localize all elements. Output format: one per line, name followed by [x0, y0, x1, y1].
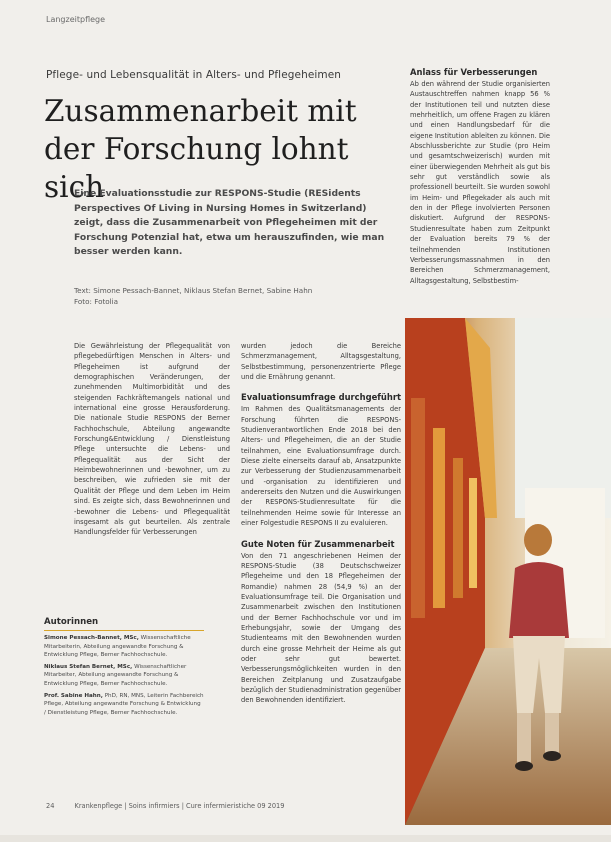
journal-name: Krankenpflege | Soins infirmiers | Cure infermieristiche 09 2019 [74, 802, 285, 810]
body-paragraph: Im Rahmen des Qualitätsmanagements der Forschung führten die RESPONS-Studienverantwortlichen Ende 2018 bei den Alters- und Pflegeheimen, die an der Studie teilnahmen, eine Evaluationsumfrage durch. Diese zielte einerseits darauf ab, Ansatzpunkte zur Verbesserung der Studienzusammenarbeit und -organisation zu identifizieren und andererseits den Nutzen und die Auswirkungen der RESPONS-Studienresultate für die teilnehmenden Heime sowie für Interesse an einer Folgestudie RESPONS II zu evaluieren. [241, 405, 401, 528]
article-lead: Eine Evaluationsstudie zur RESPONS-Studie (RESidents Perspectives Of Living in Nursing Homes in Switzerland) zeigt, dass die Zusammenarbeit von Pflegeheimen mit der Forschung Potenzial hat, etwa um herauszufinden, wie man besser werden kann. [74, 188, 385, 258]
photo-credit: Foto: Fotolia [74, 297, 119, 306]
body-paragraph: Die Gewährleistung der Pflegequalität von pflegebedürftigen Menschen in Alters- und Pflegeheimen ist aufgrund der demographischen Veränderungen, der zunehmenden Multimorbidität und des steigenden Fachkräftemangels national und international eine grosse Herausforderung. Die nationale Studie RESPONS der Berner Fachhochschule, Abteilung angewandte Forschung&Entwicklung / Dienstleistung Pflege untersuchte die Lebens- und Pflegequalität aus der Sicht der Heimbewohnerinnen und -bewohner, um zu beschreiben, wie zufrieden sie mit der Qualität der Pflege und dem Leben im Heim sind. Es zeigte sich, dass Bewohnerinnen und -bewohner die Lebens- und Pflegequalität insgesamt als gut beurteilen. Als zentrale Handlungsfelder für Verbesserungen [74, 342, 230, 537]
author-entry: Simone Pessach-Bannet, MSc, Wissenschaftliche Mitarbeiterin, Abteilung angewandte Forschung & Entwicklung Pflege, Berner Fachhochschule. [44, 635, 191, 659]
article-title: Zusammenarbeit mit der Forschung lohnt sich [44, 94, 357, 204]
body-column-2 [241, 341, 401, 706]
subheading-evaluation: Evaluationsumfrage durchgeführt [241, 392, 401, 403]
article-kicker: Pflege- und Lebensqualität in Alters- und Pflegeheimen [46, 69, 342, 81]
author-entry: Niklaus Stefan Bernet, MSc, Wissenschaftlicher Mitarbeiter, Abteilung angewandte Forschung & Entwicklung Pflege, Berner Fachhochschule. [44, 663, 187, 687]
authors-heading: Autorinnen [44, 617, 204, 631]
subheading-good-grades: Gute Noten für Zusammenarbeit [241, 538, 395, 549]
corridor-photo [405, 318, 611, 825]
body-column-3 [410, 67, 550, 286]
author-entry: Prof. Sabine Hahn, PhD, RN, MNS, Leiterin Fachbereich Pflege, Abteilung angewandte Forschung & Entwicklung / Dienstleistung Pflege, Berner Fachhochschule. [44, 692, 204, 716]
body-paragraph: wurden jedoch die Bereiche Schmerzmanagement, Alltagsgestaltung, Selbstbestimmung, personenzentrierte Pflege und die Ernährung genannt. [241, 342, 401, 382]
authors-box [44, 617, 204, 717]
bottom-edge [0, 835, 611, 842]
subheading-improvements: Anlass für Verbesserungen [410, 67, 538, 77]
body-paragraph: Ab den während der Studie organisierten Austauschtreffen nahmen knapp 56 % der Institutionen teil und nutzten diese mehrheitlich, um offene Fragen zu klären und einen Handlungsbedarf für die eigene Institution ableiten zu können. Die Abschlussberichte zur Studie (pro Heim und gesamtschweizerisch) wurden mit einer überwiegenden Mehrheit als gut bis sehr gut verständlich sowie als professionell beurteilt. Sie wurden sowohl im Heim- und Pflegekader als auch mit den in der Pflege involvierten Personen diskutiert. Aufgrund der RESPONS-Studienresultate haben zum Zeitpunkt der Evaluation bereits 79 % der teilnehmenden Institutionen Verbesserungsmassnahmen in den Bereichen Schmerzmanagement, Alltagsgestaltung, Selbstbestim- [410, 80, 550, 285]
corridor-photo-illustration [405, 318, 611, 825]
page-number: 24 [46, 802, 55, 810]
body-paragraph: Von den 71 angeschriebenen Heimen der RESPONS-Studie (38 Deutschschweizer Pflegeheime und den 18 Pflegeheimen der Romandie) nahmen 28 (54,9 %) an der Evaluationsumfrage teil. Die Organisation und Zusammenarbeit zwischen den Institutionen und der Berner Fachhochschule vor und im Erhebungsjahr, sowie der Umgang des Studienteams mit den Bewohnenden wurden durch eine grosse Mehrheit der Heime als gut oder sehr gut bewertet. Verbesserungsmöglichkeiten wurden in den Bereichen Zeitplanung und Zusatzaufgabe bezüglich der Studienadministration gegenüber den Bewohnenden identifiziert. [241, 551, 401, 705]
section-label: Langzeitpflege [46, 15, 106, 24]
article-credits [74, 285, 374, 307]
author-credit: Text: Simone Pessach-Bannet, Niklaus Stefan Bernet, Sabine Hahn [74, 286, 313, 295]
body-column-1 [74, 341, 230, 538]
page-footer [46, 802, 284, 810]
